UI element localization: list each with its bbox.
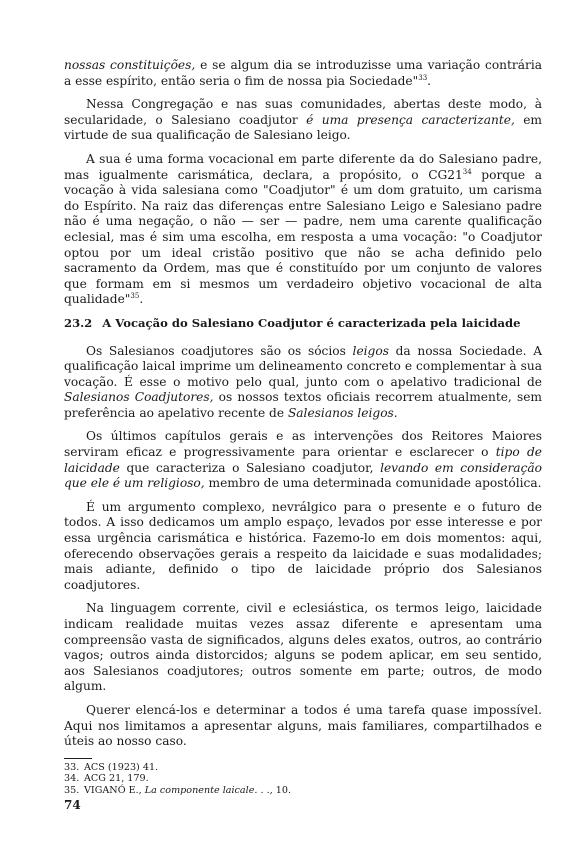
footnote-ref[interactable]: 33	[418, 73, 428, 82]
paragraph: Nessa Congregação e nas suas comunidades, abertas deste modo, à secularidade, o Salesiano coadjutor é uma presença caracterizante, em virtude de sua qualificação de Salesiano leigo.	[64, 97, 542, 143]
paragraph: Os Salesianos coadjutores são os sócios leigos da nossa Sociedade. A qualificação laical imprime um delineamento concreto e complementar à sua vocação. É esse o motivo pelo qual, junto com o apelativo tradicional de Salesianos Coadjutores, os nossos textos oficiais recorrem atualmente, sem preferência ao apelativo recente de Salesianos leigos.	[64, 343, 543, 420]
footnote: 33. ACS (1923) 41.	[64, 761, 159, 773]
paragraph: É um argumento complexo, nevrálgico para o presente e o futuro de todos. A isso dedicamos um amplo espaço, levados por esse interesse e por essa urgência carismática e histórica. Fazemo-lo em dois momentos: aqui, oferecendo observações gerais a respeito da laicidade e suas modalidades; mais adiante, definido o tipo de laicidade próprio dos Salesianos coadjutores.	[64, 499, 542, 592]
paragraph: Na linguagem corrente, civil e eclesiástica, os termos leigo, laicidade indicam realidade muitas vezes assaz diferente e apresentam uma compreensão vasta de significados, alguns deles exatos, outros, ao contrário vagos; outros ainda distorcidos; alguns se podem aplicar, em seu sentido, aos Salesianos coadjutores; outros somente em parte; outros, de modo algum.	[64, 601, 542, 694]
paragraph: Querer elencá-los e determinar a todos é uma tarefa quase impossível. Aqui nos limitamos a apresentar alguns, mais familiares, compartilhados e úteis ao nosso caso.	[64, 702, 542, 749]
footnote-divider	[64, 758, 92, 759]
section-title: A Vocação do Salesiano Coadjutor é caracterizada pela laicidade	[102, 315, 521, 330]
section-number: 23.2	[64, 315, 93, 330]
paragraph: nossas constituições, e se algum dia se introduzisse uma variação contrária a esse espírito, então seria o fim de nossa pia Sociedade"$^{33}$.	[64, 58, 542, 88]
page-body	[64, 58, 542, 796]
paragraph: Os últimos capítulos gerais e as intervenções dos Reitores Maiores serviram eficaz e progressivamente para orientar e esclarecer o tipo de laicidade que caracteriza o Salesiano coadjutor, levando em consideração que ele é um religioso, membro de uma determinada comunidade apostólica.	[64, 429, 543, 491]
footnotes	[64, 762, 542, 796]
page-number: 74	[64, 798, 81, 812]
footnote-ref[interactable]: 35	[130, 292, 140, 301]
footnote-ref[interactable]: 34	[462, 167, 472, 176]
footnote: 34. ACG 21, 179.	[64, 773, 149, 785]
section-heading	[64, 316, 542, 332]
footnote: 35. VIGANÓ E., La componente laicale. . ., 10.	[64, 784, 292, 796]
paragraph: A sua é uma forma vocacional em parte diferente da do Salesiano padre, mas igualmente carismática, declara, a propósito, o $CG21^{34}$ porque a vocação à vida salesiana como "Coadjutor" é um dom gratuito, um carisma do Espírito. Na raiz das diferenças entre Salesiano Leigo e Salesiano padre não é uma negação, o não — ser — padre, nem uma carente qualificação eclesial, mas é sim uma escolha, em resposta a uma vocação: "o Coadjutor optou por um ideal cristão positivo que não se acha definido pelo sacramento da Ordem, mas que é constituído por um conjunto de valores que formam em si mesmos um verdadeiro objetivo vocacional de alta qualidade"$^{35}$.	[64, 151, 542, 307]
